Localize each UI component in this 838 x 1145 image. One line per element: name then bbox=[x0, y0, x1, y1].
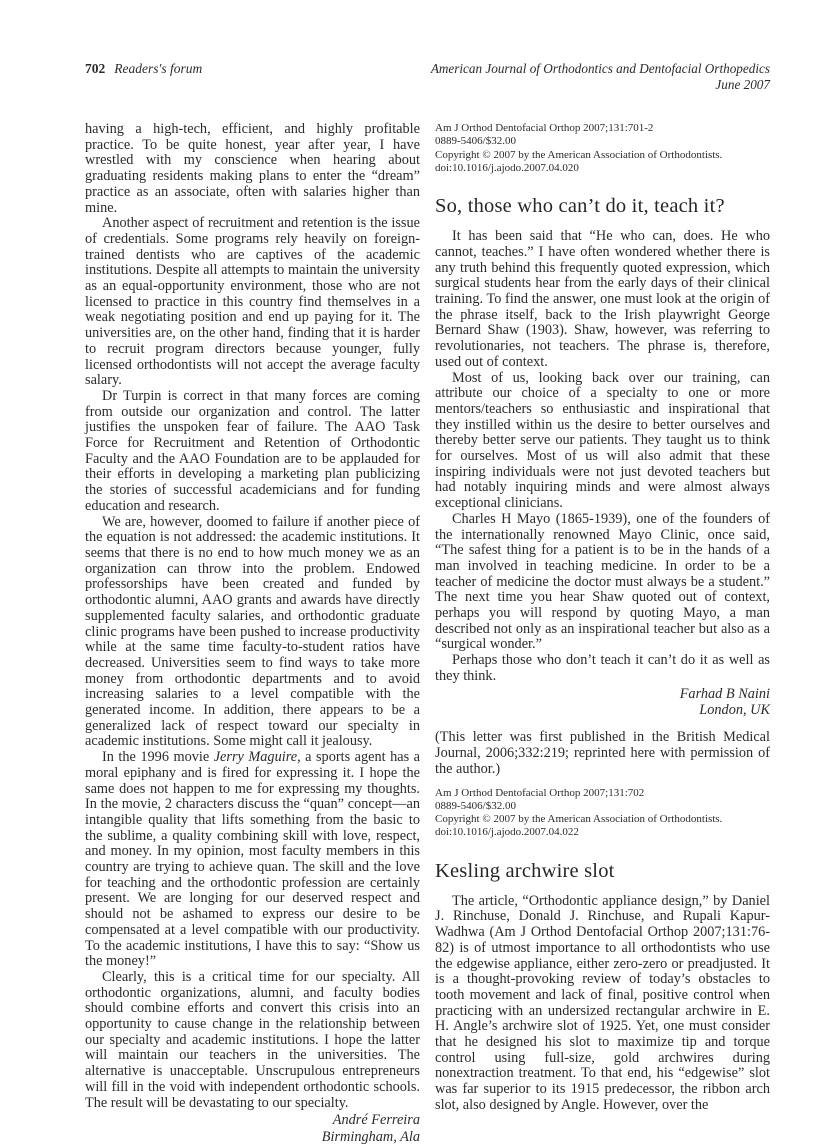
text-run: Perhaps those who don’t teach it can’t do it as well as they think. bbox=[435, 652, 770, 684]
signature-location: Birmingham, Ala bbox=[321, 1128, 420, 1145]
right-column bbox=[435, 122, 770, 1114]
paragraph bbox=[435, 229, 770, 370]
left-column bbox=[85, 122, 420, 1145]
text-run: We are, however, doomed to failure if another piece of the equation is not addressed: the academic institutions. It seems that there is no end to how much money we as an organization can throw into the problem. Endowed professorships have been created and funded by orthodontic alumni, AAO grants and awards have directly supplemented faculty salaries, and orthodontic graduate clinic programs have been pushed to increase productivity while at the same time faculty-to-student ratios have decreased. Universities seem to find ways to take more money from orthodontic departments and to avoid increasing salaries to a level compatible with the generated income. In addition, there appears to be a generalized lack of respect toward our specialty in academic institutions. Some might call it jealousy. bbox=[85, 513, 420, 750]
running-head-left bbox=[85, 61, 202, 76]
text-run: having a high-tech, efficient, and highly profitable practice. To be quite honest, year after year, I have wrestled with my conscience when hearing about graduating residents making plans to enter the “dream” practice as an associate, often with salaries higher than mine. bbox=[85, 121, 420, 216]
issue-date: June 2007 bbox=[715, 76, 770, 92]
signature-name: Farhad B Naini bbox=[679, 685, 770, 702]
text-run: Dr Turpin is correct in that many forces are coming from outside our organization and control. The latter justifies the unspoken fear of failure. The AAO Task Force for Recruitment and Retention of Orthodontic Faculty and the AAO Foundation are to be applauded for their efforts in developing a marketing plan publicizing the stories of successful academicians and for funding education and research. bbox=[85, 387, 420, 514]
paragraph bbox=[85, 122, 420, 216]
article-title-1: So, those who can’t do it, teach it? bbox=[435, 195, 725, 218]
citation-line: doi:10.1016/j.ajodo.2007.04.020 bbox=[435, 161, 579, 174]
citation-line: Copyright © 2007 by the American Association of Orthodontists. bbox=[435, 148, 723, 161]
paragraph bbox=[85, 970, 420, 1111]
citation-block-2 bbox=[435, 787, 770, 840]
text-run: Charles H Mayo (1865-1939), one of the founders of the internationally renowned Mayo Clinic, once said, “The safest thing for a patient is to be in the hands of a man involved in teaching medicine. In order to be a teacher of medicine the doctor must always be a student.” The next time you hear Shaw quoted out of context, perhaps you will respond by quoting Mayo, a man described not only as an inspirational teacher but also as a “surgical wonder.” bbox=[435, 510, 770, 653]
journal-name: American Journal of Orthodontics and Dentofacial Orthopedics bbox=[430, 61, 770, 76]
signature-location: London, UK bbox=[699, 701, 770, 718]
text-run: Clearly, this is a critical time for our specialty. All orthodontic organizations, alumni, and faculty bodies should combine efforts and convert this crisis into an opportunity to cause change in the relationship between our specialty and academic institutions. I hope the latter will maintain our teachers in the universities. The alternative is unacceptable. Unscrupulous entrepreneurs will fill in the void with independent orthodontic schools. The result will be devastating to our specialty. bbox=[85, 968, 420, 1111]
article-1-body bbox=[435, 229, 770, 684]
citation-line: doi:10.1016/j.ajodo.2007.04.022 bbox=[435, 826, 579, 839]
reprint-note: (This letter was first published in the British Medical Journal, 2006;332:219; reprinted here with permission of the author.) bbox=[435, 729, 770, 777]
paragraph bbox=[85, 750, 420, 970]
article-2-body bbox=[435, 894, 770, 1114]
paragraph bbox=[435, 653, 770, 684]
paragraph bbox=[85, 216, 420, 389]
paragraph bbox=[435, 512, 770, 653]
text-run: Another aspect of recruitment and retention is the issue of credentials. Some programs rely heavily on foreign-trained dentists who are captives of the academic institutions. Despite all attempts to maintain the university as an equal-opportunity environment, those who are not licensed to practice in this country find themselves in a weak negotiating position and end up paying for it. The universities are, on the other hand, finding that it is harder to recruit program directors because younger, fully licensed orthodontists will not accept the average faculty salary. bbox=[85, 215, 420, 389]
citation-line: Am J Orthod Dentofacial Orthop 2007;131:701-2 bbox=[435, 122, 654, 134]
paragraph bbox=[85, 515, 420, 751]
text-run: In the 1996 movie bbox=[102, 749, 214, 766]
citation-line: Copyright © 2007 by the American Association of Orthodontists. bbox=[435, 813, 723, 826]
citation-line: Am J Orthod Dentofacial Orthop 2007;131:702 bbox=[435, 786, 645, 799]
section-title: Readers's forum bbox=[114, 61, 203, 76]
text-run: , a sports agent has a moral epiphany and is fired for expressing it. I hope the same does not happen to me for expressing my thoughts. In the movie, 2 characters discuss the “quan” concept—an intangible quality that lifts something from the basic to the sublime, a quality combining skill with love, respect, and money. In my opinion, most faculty members in this country are trying to achieve quan. The skill and the love for teaching and the orthodontic profession are certainly present. We are longing for our deserved respect and should not be ashamed to express our desire to be compensated at a level compatible with our productivity. To the academic institutions, I have this to say: “Show us the money!” bbox=[85, 749, 420, 970]
citation-line: 0889-5406/$32.00 bbox=[435, 135, 516, 148]
signature-name: André Ferreira bbox=[332, 1112, 420, 1129]
letter-signature-2 bbox=[435, 686, 770, 719]
text-run: The article, “Orthodontic appliance design,” by Daniel J. Rinchuse, Donald J. Rinchuse, and Rupali Kapur-Wadhwa (Am J Orthod Dentofacial Orthop 2007;131:76-82) is of utmost importance to all orthodontists who use the edgewise appliance, either zero-zero or preadjusted. It is a thought-provoking review of today’s obstacles to tooth movement and lack of final, positive control when practicing with an undersized rectangular archwire in E. H. Angle’s archwire slot of 1925. Yet, one must consider that he designed his slot to maximize tip and torque control using full-size, gold archwires during nonextraction treatment. To that end, his “edgewise” slot was far superior to its 1915 predecessor, the ribbon arch slot, also designed by Angle. However, over the bbox=[435, 892, 770, 1113]
letter-signature bbox=[85, 1112, 420, 1145]
paragraph bbox=[435, 894, 770, 1114]
text-run: It has been said that “He who can, does. He who cannot, teaches.” I have often wondered whether there is any truth behind this frequently quoted expression, which surgical students hear from the early days of their clinical training. To find the answer, one must look at the origin of the phrase itself, back to the Irish playwright George Bernard Shaw (1903). Shaw, however, was referring to revolutionaries, not teachers. The phrase is, therefore, used out of context. bbox=[435, 228, 770, 370]
article-title-2: Kesling archwire slot bbox=[435, 859, 615, 882]
paragraph bbox=[85, 389, 420, 515]
italic-text: Jerry Maguire bbox=[213, 749, 298, 766]
page-number: 702 bbox=[85, 61, 106, 76]
citation-block-1 bbox=[435, 122, 770, 175]
letter-body-continuation bbox=[85, 122, 420, 1111]
paragraph bbox=[435, 371, 770, 512]
citation-line: 0889-5406/$32.00 bbox=[435, 799, 516, 812]
text-run: Most of us, looking back over our training, can attribute our choice of a specialty to one or more mentors/teachers so enthusiastic and inspirational that they instilled within us the desire to better ourselves and thereby better serve our patients. They taught us to think for ourselves. Most of us will also admit that these inspiring individuals were not just devoted teachers but had notably inquiring minds and were almost always exceptional clinicians. bbox=[435, 369, 770, 512]
running-head-right bbox=[431, 61, 770, 92]
